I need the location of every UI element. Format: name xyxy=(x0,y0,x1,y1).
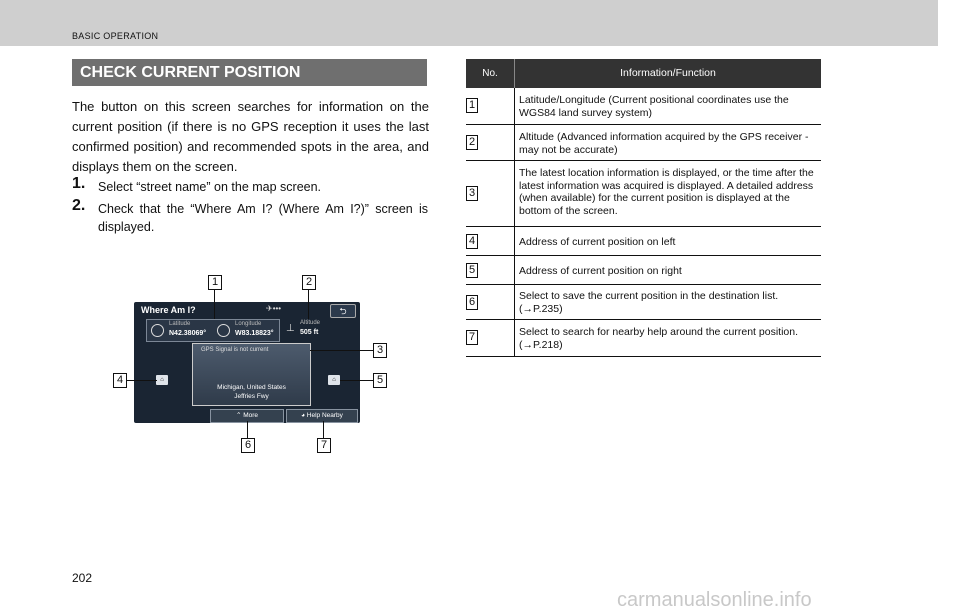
callout-3: 3 xyxy=(373,343,387,358)
section-heading-bar xyxy=(72,59,427,86)
step-text: Select “street name” on the map screen. xyxy=(98,180,322,194)
header-title: BASIC OPERATION xyxy=(72,31,159,41)
right-address-button[interactable]: ⌂ xyxy=(328,375,340,385)
callout-1: 1 xyxy=(208,275,222,290)
row-number: 3 xyxy=(466,186,478,201)
row-info: Altitude (Advanced information acquired by the GPS receiver - may not be accurate) xyxy=(519,131,809,156)
step-number: 2. xyxy=(72,197,86,214)
section-heading: CHECK CURRENT POSITION xyxy=(80,64,301,81)
screen-title: Where Am I? xyxy=(141,305,196,315)
help-nearby-button[interactable] xyxy=(286,409,358,423)
leader-line xyxy=(310,350,373,351)
page-number: 202 xyxy=(72,571,93,585)
back-button[interactable]: ⮌ xyxy=(330,304,356,318)
row-number: 6 xyxy=(466,295,478,310)
leader-line xyxy=(323,421,324,438)
latitude-label: Latitude xyxy=(169,321,191,327)
table-row xyxy=(466,161,821,227)
row-number: 4 xyxy=(466,234,478,249)
chevron-up-icon: ⌃ xyxy=(235,412,244,419)
row-info: The latest location information is displayed, or the time after the latest information was acquired is displayed. A detailed address (when available) for the current position is displayed at the bottom of the screen. xyxy=(519,167,814,217)
row-number: 1 xyxy=(466,98,478,113)
table-row xyxy=(466,320,821,357)
leader-line xyxy=(214,289,215,319)
table-row xyxy=(466,256,821,285)
table-row xyxy=(466,285,821,320)
place-line-2: Jeffries Fwy xyxy=(234,393,269,400)
callout-7: 7 xyxy=(317,438,331,453)
col-info-header: Information/Function xyxy=(620,67,716,79)
table-header xyxy=(466,59,821,88)
more-button-label: More xyxy=(243,412,259,419)
row-info: Address of current position on right xyxy=(519,265,682,277)
table-row xyxy=(466,88,821,125)
intro-paragraph: The button on this screen searches for information on the current position (if there is no GPS reception it uses the last confirmed position) and recommended spots in the area, and displays them on the screen. xyxy=(72,99,429,174)
place-line-1: Michigan, United States xyxy=(217,384,286,391)
altitude-icon: ⊥ xyxy=(286,323,295,334)
help-icon: ◕ xyxy=(301,412,307,419)
table-row xyxy=(466,125,821,161)
callout-6: 6 xyxy=(241,438,255,453)
header-bar xyxy=(0,0,938,46)
row-number: 7 xyxy=(466,330,478,345)
row-info: Latitude/Longitude (Current positional coordinates use the WGS84 land survey system) xyxy=(519,94,789,119)
help-nearby-label: Help Nearby xyxy=(306,412,343,419)
left-address-button[interactable]: ⌂ xyxy=(156,375,168,385)
callout-4: 4 xyxy=(113,373,127,388)
table-row xyxy=(466,227,821,256)
where-am-i-screen xyxy=(134,302,360,423)
step-text: Check that the “Where Am I? (Where Am I?)” screen is displayed. xyxy=(98,202,428,234)
leader-line xyxy=(127,380,157,381)
leader-line xyxy=(247,421,248,438)
callout-2: 2 xyxy=(302,275,316,290)
row-info: Select to save the current position in the destination list. (→P.235) xyxy=(519,290,779,315)
watermark-text: carmanualsonline.info xyxy=(617,589,812,611)
altitude-value: 505 ft xyxy=(300,329,319,336)
row-info: Select to search for nearby help around the current position. (→P.218) xyxy=(519,326,798,351)
longitude-label: Longitude xyxy=(235,321,262,327)
col-no-header: No. xyxy=(466,59,515,88)
altitude-label: Altitude xyxy=(300,320,321,326)
longitude-value: W83.18823° xyxy=(235,330,274,337)
row-number: 5 xyxy=(466,263,478,278)
leader-line xyxy=(308,289,309,319)
latitude-value: N42.38069° xyxy=(169,330,207,337)
gps-status-text: GPS Signal is not current xyxy=(201,347,269,353)
row-info: Address of current position on left xyxy=(519,236,676,248)
globe-icon xyxy=(217,324,230,337)
leader-line xyxy=(340,380,373,381)
altitude-box xyxy=(284,319,344,340)
callout-5: 5 xyxy=(373,373,387,388)
globe-icon xyxy=(151,324,164,337)
satellite-icon: ✈••• xyxy=(266,304,282,313)
lat-lon-box xyxy=(146,319,280,342)
row-number: 2 xyxy=(466,135,478,150)
step-number: 1. xyxy=(72,175,86,192)
position-map xyxy=(192,343,311,406)
